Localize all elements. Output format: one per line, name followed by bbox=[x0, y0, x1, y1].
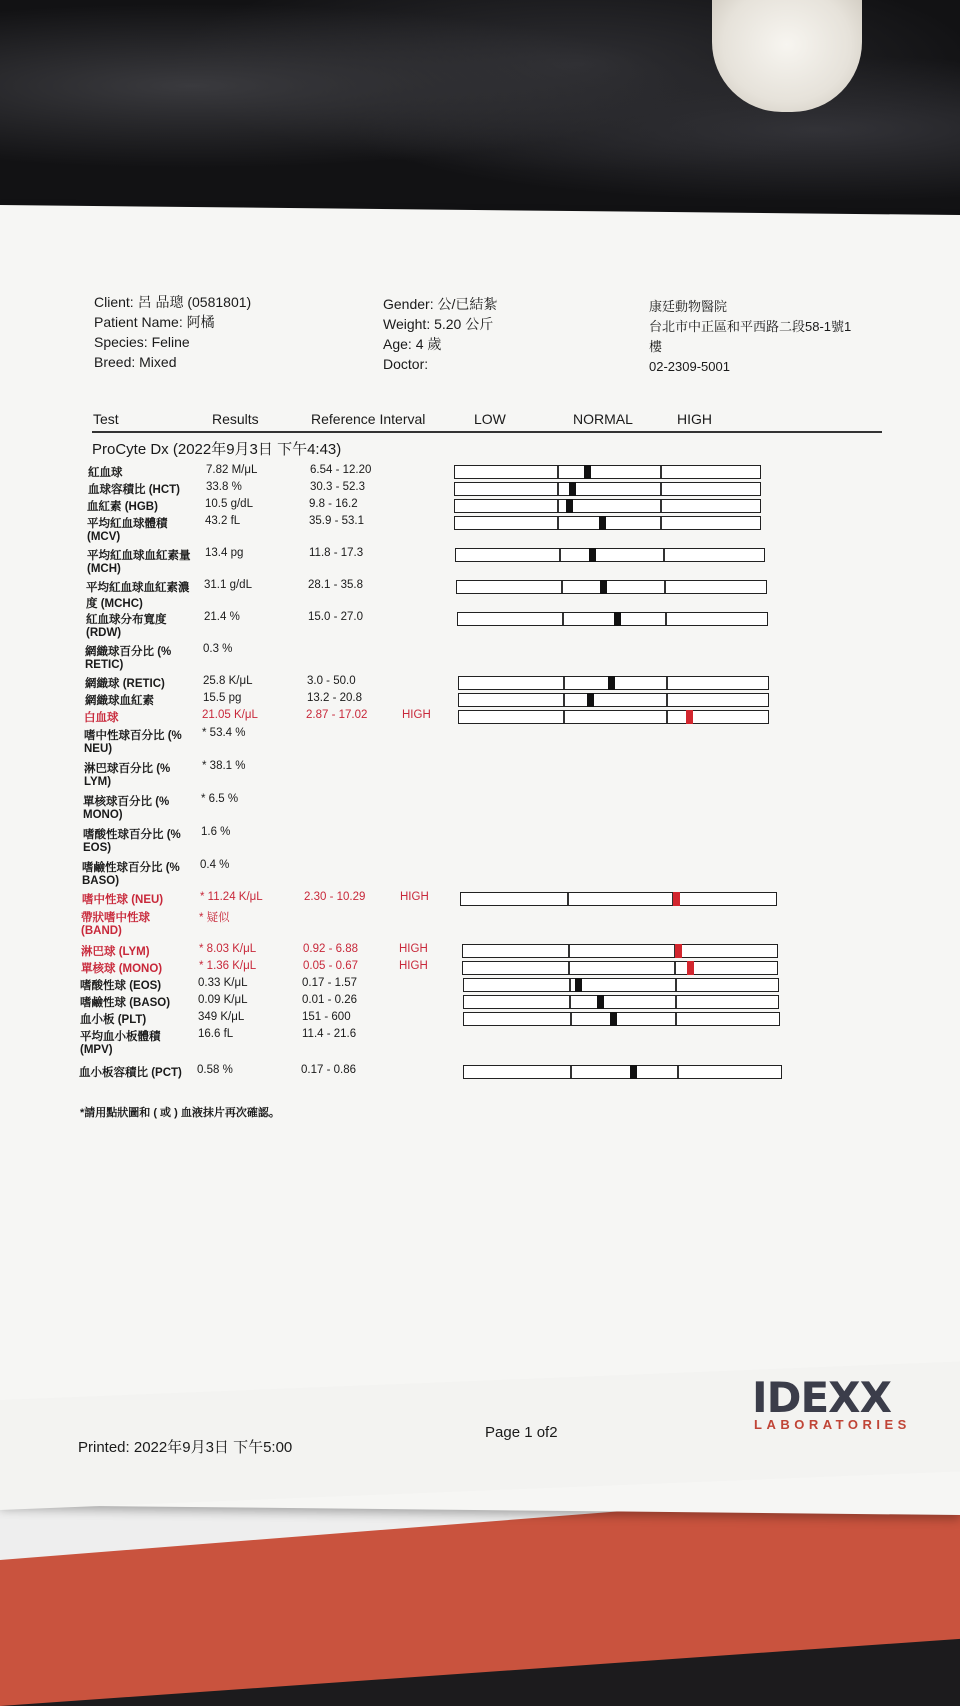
test-name-cont: NEU) bbox=[84, 743, 113, 755]
result-marker bbox=[675, 944, 682, 958]
range-divider bbox=[567, 893, 569, 905]
reference-interval: 28.1 - 35.8 bbox=[308, 579, 363, 591]
result-value: * 11.24 K/μL bbox=[200, 891, 263, 903]
idexx-logo bbox=[752, 1373, 922, 1432]
high-flag: HIGH bbox=[400, 891, 429, 903]
test-name: 淋巴球 (LYM) bbox=[81, 946, 150, 958]
range-divider bbox=[563, 694, 565, 706]
result-value: 1.6 % bbox=[201, 826, 231, 838]
test-name: 嗜中性球 (NEU) bbox=[82, 894, 164, 906]
doctor-line: Doctor: bbox=[383, 356, 429, 372]
confirm-note: *請用點狀圖和 ( 或 ) 血液抹片再次確認。 bbox=[80, 1107, 280, 1119]
printed-date: Printed: 2022年9月3日 下午5:00 bbox=[78, 1439, 293, 1456]
range-bar bbox=[454, 516, 761, 530]
result-value: 0.09 K/μL bbox=[198, 994, 248, 1006]
test-name: 平均血小板體積 bbox=[80, 1031, 161, 1043]
result-value: 0.58 % bbox=[197, 1064, 233, 1076]
test-name: 血小板容積比 (PCT) bbox=[79, 1067, 182, 1079]
range-divider bbox=[677, 1066, 679, 1078]
result-marker bbox=[673, 892, 680, 906]
age-line: Age: 4 歲 bbox=[383, 336, 442, 352]
range-bar bbox=[463, 1065, 782, 1079]
test-name-cont: (BAND) bbox=[81, 925, 122, 937]
range-divider bbox=[660, 500, 662, 512]
range-divider bbox=[557, 483, 559, 495]
result-marker bbox=[600, 580, 607, 594]
test-name-cont: EOS) bbox=[83, 842, 112, 854]
result-value: 10.5 g/dL bbox=[205, 498, 253, 510]
range-divider bbox=[570, 1013, 572, 1025]
range-divider bbox=[563, 677, 565, 689]
reference-interval: 11.4 - 21.6 bbox=[302, 1028, 357, 1040]
range-divider bbox=[568, 962, 570, 974]
range-divider bbox=[665, 613, 667, 625]
test-name-cont: RETIC) bbox=[85, 659, 124, 671]
high-flag: HIGH bbox=[399, 943, 428, 955]
col-head-test: Test bbox=[93, 411, 119, 427]
result-marker bbox=[687, 961, 694, 975]
result-marker bbox=[584, 465, 591, 479]
result-value: 349 K/μL bbox=[198, 1011, 245, 1023]
result-value: * 38.1 % bbox=[202, 760, 246, 772]
reference-interval: 15.0 - 27.0 bbox=[308, 611, 363, 623]
result-marker bbox=[614, 612, 621, 626]
range-divider bbox=[557, 466, 559, 478]
col-head-high: HIGH bbox=[677, 411, 712, 427]
breed-line: Breed: Mixed bbox=[94, 354, 177, 370]
result-value: 25.8 K/μL bbox=[203, 675, 253, 687]
patient-info bbox=[94, 292, 251, 372]
result-marker bbox=[587, 693, 594, 707]
reference-interval: 0.92 - 6.88 bbox=[303, 943, 358, 955]
range-bar bbox=[463, 978, 779, 992]
result-marker bbox=[686, 710, 693, 724]
test-name: 單核球 (MONO) bbox=[81, 963, 163, 975]
range-bar bbox=[456, 580, 767, 594]
result-value: * 6.5 % bbox=[201, 793, 239, 805]
species-line: Species: Feline bbox=[94, 334, 190, 350]
logo-subtitle: LABORATORIES bbox=[754, 1417, 911, 1432]
range-divider bbox=[557, 500, 559, 512]
reference-interval: 3.0 - 50.0 bbox=[307, 675, 356, 687]
range-bar bbox=[462, 961, 778, 975]
range-divider bbox=[660, 517, 662, 529]
range-divider bbox=[562, 613, 564, 625]
test-name-cont: (MCH) bbox=[87, 563, 121, 575]
result-value: 13.4 pg bbox=[205, 547, 244, 559]
reference-interval: 30.3 - 52.3 bbox=[310, 481, 365, 493]
range-divider bbox=[674, 962, 676, 974]
logo-wordmark: IDEXX bbox=[752, 1373, 891, 1422]
range-bar bbox=[460, 892, 777, 906]
result-marker bbox=[597, 995, 604, 1009]
section-title: ProCyte Dx (2022年9月3日 下午4:43) bbox=[92, 441, 342, 458]
range-bar bbox=[457, 612, 768, 626]
test-name: 血紅素 (HGB) bbox=[87, 501, 158, 513]
range-bar bbox=[455, 548, 765, 562]
result-value: 16.6 fL bbox=[198, 1028, 234, 1040]
test-name-cont: (RDW) bbox=[86, 627, 122, 639]
range-bar bbox=[454, 465, 761, 479]
range-divider bbox=[570, 1066, 572, 1078]
result-marker bbox=[569, 482, 576, 496]
result-marker bbox=[575, 978, 582, 992]
reference-interval: 0.17 - 1.57 bbox=[302, 977, 357, 989]
test-name: 嗜鹼性球百分比 (% bbox=[82, 862, 180, 874]
result-value: 21.4 % bbox=[204, 611, 240, 623]
reference-interval: 11.8 - 17.3 bbox=[309, 547, 364, 559]
test-name: 血球容積比 (HCT) bbox=[88, 484, 180, 496]
result-marker bbox=[566, 499, 573, 513]
reference-interval: 151 - 600 bbox=[302, 1011, 351, 1023]
test-name-cont: BASO) bbox=[82, 875, 120, 887]
test-name-cont: 度 (MCHC) bbox=[86, 598, 143, 610]
test-name: 網織球血紅素 bbox=[85, 695, 154, 707]
result-marker bbox=[599, 516, 606, 530]
reference-interval: 0.17 - 0.86 bbox=[301, 1064, 356, 1076]
range-divider bbox=[675, 996, 677, 1008]
reference-interval: 35.9 - 53.1 bbox=[309, 515, 364, 527]
test-name: 嗜酸性球百分比 (% bbox=[83, 829, 181, 841]
range-bar bbox=[454, 499, 761, 513]
result-value: 33.8 % bbox=[206, 481, 242, 493]
range-bar bbox=[454, 482, 761, 496]
range-bar bbox=[463, 1012, 780, 1026]
result-marker bbox=[630, 1065, 637, 1079]
range-divider bbox=[563, 711, 565, 723]
range-divider bbox=[666, 694, 668, 706]
test-name-cont: MONO) bbox=[83, 809, 123, 821]
high-flag: HIGH bbox=[402, 709, 431, 721]
test-name-cont: LYM) bbox=[84, 776, 112, 788]
result-value: 0.33 K/μL bbox=[198, 977, 248, 989]
result-value: 31.1 g/dL bbox=[204, 579, 252, 591]
patient-name-line: Patient Name: 阿橘 bbox=[94, 314, 215, 330]
test-name: 嗜酸性球 (EOS) bbox=[80, 980, 162, 992]
high-flag: HIGH bbox=[399, 960, 428, 972]
clinic-info bbox=[649, 297, 851, 377]
range-divider bbox=[568, 945, 570, 957]
range-divider bbox=[664, 581, 666, 593]
range-divider bbox=[660, 466, 662, 478]
range-divider bbox=[660, 483, 662, 495]
client-line: Client: 呂 品璁 (0581801) bbox=[94, 294, 252, 310]
gender-line: Gender: 公/已結紮 bbox=[383, 296, 498, 312]
result-value: 0.3 % bbox=[203, 643, 233, 655]
range-divider bbox=[663, 549, 665, 561]
range-divider bbox=[675, 979, 677, 991]
result-value: * 53.4 % bbox=[202, 727, 246, 739]
animal-info bbox=[383, 294, 497, 374]
result-value: 21.05 K/μL bbox=[202, 709, 258, 721]
test-name: 淋巴球百分比 (% bbox=[84, 763, 171, 775]
result-marker bbox=[589, 548, 596, 562]
test-name: 網織球百分比 (% bbox=[85, 646, 172, 658]
clinic-address-cont: 樓 bbox=[649, 339, 663, 354]
col-head-results: Results bbox=[212, 411, 259, 427]
column-divider bbox=[92, 431, 882, 433]
result-value: 15.5 pg bbox=[203, 692, 242, 704]
test-name: 白血球 bbox=[84, 712, 119, 724]
test-name: 平均紅血球血紅素濃 bbox=[86, 582, 190, 594]
test-name: 平均紅血球血紅素量 bbox=[87, 550, 191, 562]
result-value: * 8.03 K/μL bbox=[199, 943, 257, 955]
result-value: * 疑似 bbox=[199, 912, 230, 924]
weight-line: Weight: 5.20 公斤 bbox=[383, 316, 494, 332]
test-name-cont: (MPV) bbox=[80, 1044, 113, 1056]
test-name: 帶狀嗜中性球 bbox=[81, 912, 150, 924]
test-name: 紅血球 bbox=[88, 467, 123, 479]
range-bar bbox=[462, 944, 778, 958]
range-divider bbox=[557, 517, 559, 529]
result-value: 7.82 M/μL bbox=[206, 464, 258, 476]
reference-interval: 6.54 - 12.20 bbox=[310, 464, 372, 476]
col-head-low: LOW bbox=[474, 411, 506, 427]
clinic-name: 康廷動物醫院 bbox=[649, 299, 728, 314]
range-divider bbox=[569, 979, 571, 991]
range-divider bbox=[675, 1013, 677, 1025]
test-name: 紅血球分布寬度 bbox=[86, 614, 167, 626]
range-divider bbox=[569, 996, 571, 1008]
test-name: 血小板 (PLT) bbox=[80, 1014, 147, 1026]
reference-interval: 13.2 - 20.8 bbox=[307, 692, 362, 704]
page-number: Page 1 of2 bbox=[485, 1424, 558, 1441]
clinic-address: 台北市中正區和平西路二段58-1號1 bbox=[649, 319, 852, 334]
clinic-phone: 02-2309-5001 bbox=[649, 359, 730, 374]
range-bar bbox=[458, 693, 769, 707]
reference-interval: 2.30 - 10.29 bbox=[304, 891, 366, 903]
test-name: 單核球百分比 (% bbox=[83, 796, 170, 808]
range-bar bbox=[463, 995, 779, 1009]
reference-interval: 0.05 - 0.67 bbox=[303, 960, 358, 972]
test-name: 嗜鹼性球 (BASO) bbox=[80, 997, 171, 1009]
test-name: 嗜中性球百分比 (% bbox=[84, 730, 182, 742]
range-bar bbox=[458, 676, 769, 690]
result-value: 0.4 % bbox=[200, 859, 230, 871]
col-head-reference: Reference Interval bbox=[311, 411, 426, 427]
result-marker bbox=[610, 1012, 617, 1026]
test-name: 網織球 (RETIC) bbox=[85, 678, 165, 690]
test-name: 平均紅血球體積 bbox=[87, 518, 168, 530]
result-value: 43.2 fL bbox=[205, 515, 241, 527]
reference-interval: 0.01 - 0.26 bbox=[302, 994, 357, 1006]
range-divider bbox=[666, 677, 668, 689]
result-marker bbox=[608, 676, 615, 690]
test-name-cont: (MCV) bbox=[87, 531, 121, 543]
range-divider bbox=[559, 549, 561, 561]
range-bar bbox=[458, 710, 769, 724]
result-value: * 1.36 K/μL bbox=[199, 960, 257, 972]
col-head-normal: NORMAL bbox=[573, 411, 633, 427]
range-divider bbox=[666, 711, 668, 723]
reference-interval: 2.87 - 17.02 bbox=[306, 709, 368, 721]
range-divider bbox=[561, 581, 563, 593]
reference-interval: 9.8 - 16.2 bbox=[309, 498, 358, 510]
